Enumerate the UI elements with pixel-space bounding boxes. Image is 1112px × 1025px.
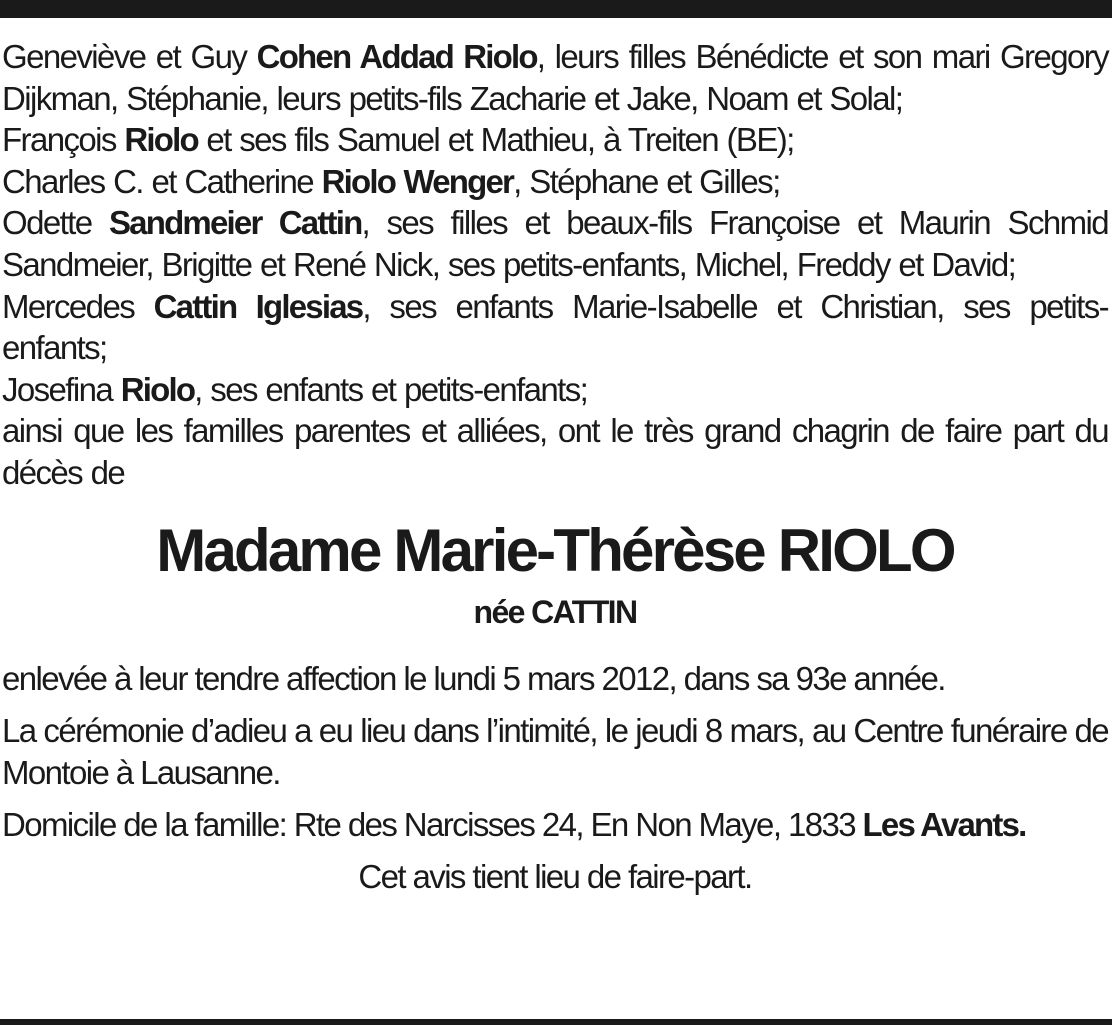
birth-name: née CATTIN — [473, 593, 637, 630]
family-entry — [2, 161, 1108, 203]
family-text: Josefina — [2, 370, 121, 408]
family-surname: Riolo Wenger — [321, 162, 514, 200]
deceased-name: Madame Marie-Thérèse RIOLO — [156, 516, 954, 584]
family-text: Geneviève et Guy — [2, 38, 257, 75]
family-entry — [2, 119, 1108, 161]
bottom-rule — [0, 1019, 1112, 1025]
family-text: , ses enfants Marie-Isabelle et Christian, ses petits-enfants; — [2, 287, 1108, 367]
family-text: François — [2, 121, 125, 159]
ceremony-statement: La cérémonie d’adieu a eu lieu dans l’intimité, le jeudi 8 mars, au Centre funéraire de Montoie à Lausanne. — [2, 711, 1108, 791]
family-text: et ses fils Samuel et Mathieu, à Treiten (BE); — [197, 121, 794, 159]
family-surname: Cohen Addad Riolo — [256, 38, 537, 75]
domicile-place: Les Avants. — [862, 805, 1026, 843]
family-list — [2, 36, 1108, 494]
family-text: Odette — [2, 204, 109, 242]
family-text: , ses enfants et petits-enfants; — [194, 370, 588, 408]
family-surname: Riolo — [120, 370, 195, 408]
family-surname: Cattin Iglesias — [153, 287, 363, 325]
domicile-line — [2, 804, 1108, 846]
details-section — [2, 658, 1108, 898]
family-text: Charles C. et Catherine — [2, 162, 322, 200]
domicile-address: Domicile de la famille: Rte des Narcisses 24, En Non Maye, 1833 — [2, 805, 863, 843]
family-text: , Stéphane et Gilles; — [513, 162, 780, 200]
death-statement: enlevée à leur tendre affection le lundi 5 mars 2012, dans sa 93e année. — [2, 659, 945, 697]
family-text: Mercedes — [2, 287, 154, 325]
family-text: , leurs filles Bénédicte et son mari Gregory Dijkman, Stéphanie, leurs petits-fils Zacharie et Jake, Noam et Solal; — [2, 38, 1108, 117]
family-entry — [2, 202, 1108, 285]
family-surname: Sandmeier Cattin — [108, 204, 362, 242]
family-text: , ses filles et beaux-fils Françoise et Maurin Schmid Sandmeier, Brigitte et René Nick, ses petits-enfants, Michel, Freddy et David; — [2, 204, 1108, 283]
obituary-notice — [2, 36, 1108, 908]
family-entry — [2, 369, 1108, 411]
family-entry — [2, 36, 1108, 119]
family-surname: Riolo — [124, 121, 198, 159]
top-rule — [0, 0, 1112, 18]
announcement-text: ainsi que les familles parentes et alliées, ont le très grand chagrin de faire part du décès de — [2, 412, 1108, 491]
family-entry — [2, 286, 1108, 369]
notice-line: Cet avis tient lieu de faire-part. — [358, 857, 752, 895]
